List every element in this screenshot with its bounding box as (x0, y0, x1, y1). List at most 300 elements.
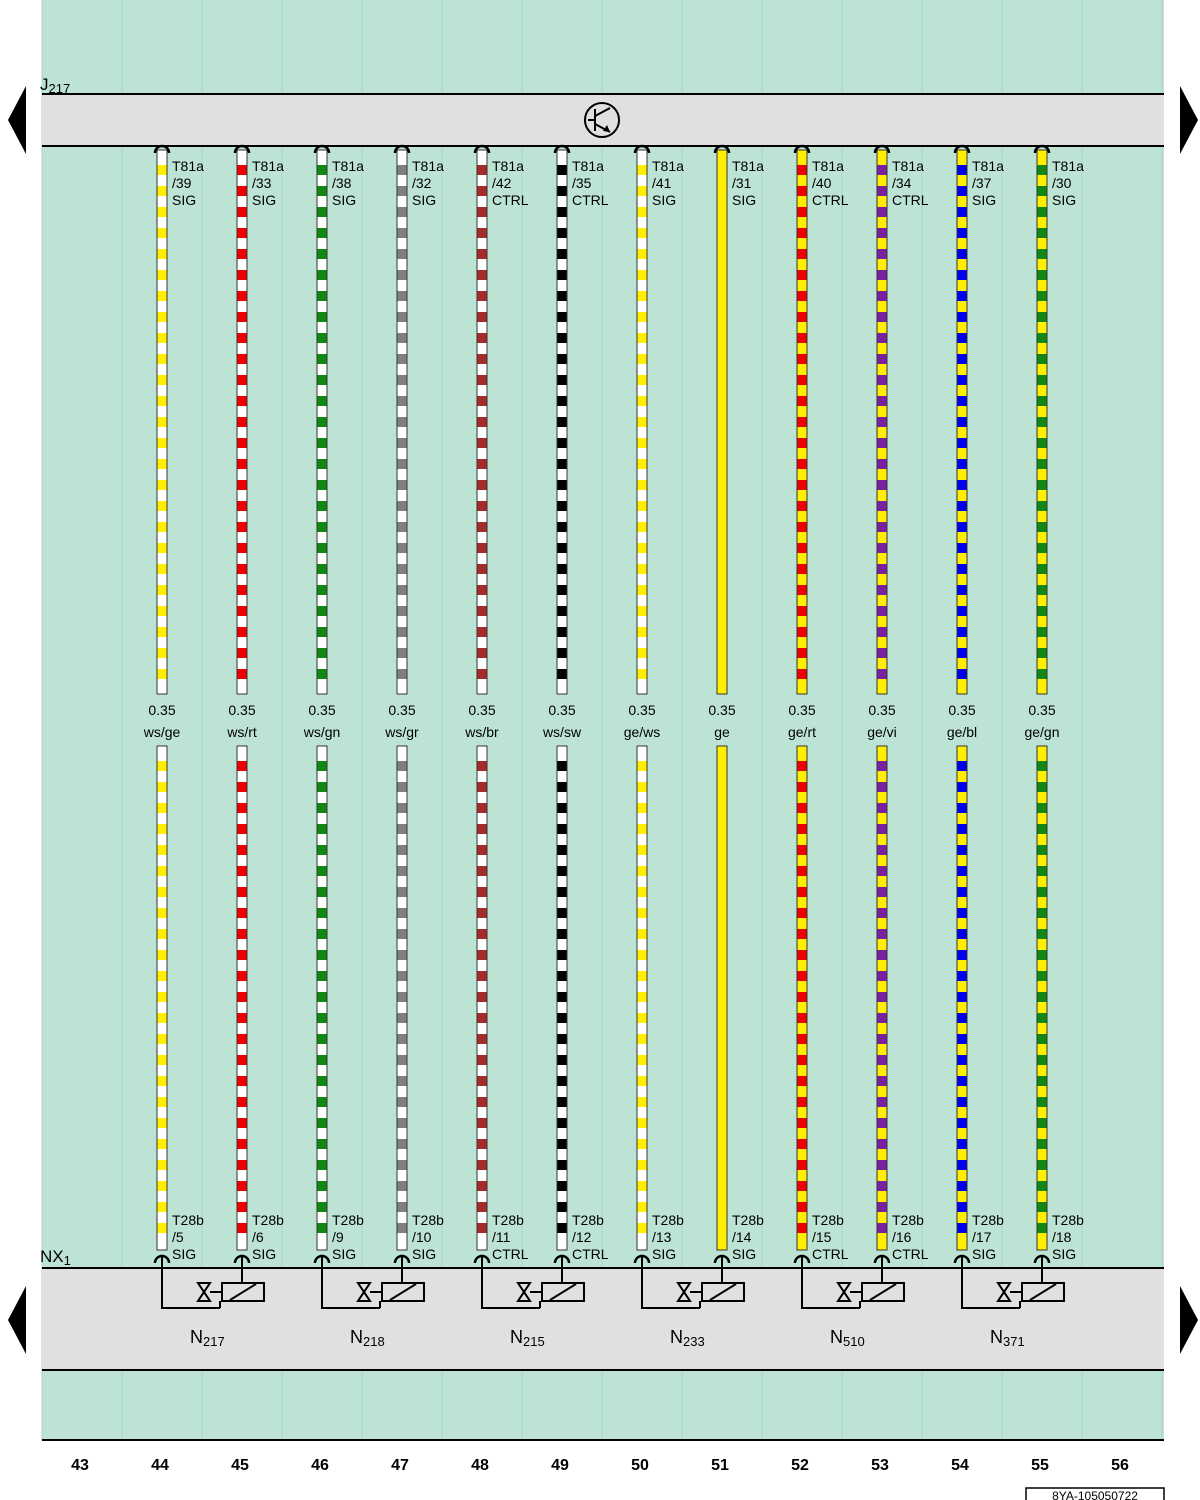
wire-stripe (878, 585, 887, 595)
wire-stripe (238, 866, 247, 876)
wire-stripe (798, 761, 807, 771)
top-pin-label: T81a (732, 158, 764, 174)
wire-stripe (798, 375, 807, 385)
wire-stripe (398, 1118, 407, 1128)
wire-stripe (398, 1223, 407, 1233)
wire-stripe (158, 354, 167, 364)
wire-stripe (478, 761, 487, 771)
wire-stripe (1038, 1055, 1047, 1065)
wire-stripe (798, 585, 807, 595)
wire-stripe (558, 459, 567, 469)
wire-stripe (158, 417, 167, 427)
wire-stripe (238, 165, 247, 175)
wire-stripe (1038, 375, 1047, 385)
column-number: 43 (71, 1457, 89, 1474)
wire-color-code: ge/ws (623, 724, 661, 740)
bottom-pin-label: CTRL (812, 1246, 849, 1262)
wire-stripe (958, 950, 967, 960)
wire-stripe (798, 312, 807, 322)
top-pin-label: T81a (412, 158, 444, 174)
wire-stripe (878, 1034, 887, 1044)
wire-stripe (158, 585, 167, 595)
bottom-pin-label: SIG (412, 1246, 437, 1262)
wire-stripe (478, 866, 487, 876)
bottom-pin-label: /16 (892, 1229, 912, 1245)
wire-stripe (558, 606, 567, 616)
wire-stripe (798, 606, 807, 616)
wire-stripe (558, 312, 567, 322)
wire-stripe (958, 971, 967, 981)
wire-stripe (558, 333, 567, 343)
wire-stripe (398, 585, 407, 595)
wire-stripe (1038, 501, 1047, 511)
bottom-pin-label: T28b (492, 1212, 524, 1228)
wire-stripe (158, 782, 167, 792)
wire-stripe (958, 396, 967, 406)
wire-stripe (158, 291, 167, 301)
wire-stripe (958, 908, 967, 918)
wire-stripe (238, 761, 247, 771)
wire-stripe (398, 1055, 407, 1065)
wire-gauge: 0.35 (628, 702, 656, 718)
wire-stripe (958, 270, 967, 280)
wire-stripe (478, 824, 487, 834)
wire-stripe (478, 1055, 487, 1065)
wire-stripe (238, 669, 247, 679)
wire-stripe (238, 1076, 247, 1086)
wire-stripe (958, 1139, 967, 1149)
wire-stripe (558, 1139, 567, 1149)
wire-stripe (878, 887, 887, 897)
wire-stripe (958, 585, 967, 595)
bottom-pin-label: /10 (412, 1229, 432, 1245)
bottom-pin-label: SIG (252, 1246, 277, 1262)
wire-stripe (798, 1202, 807, 1212)
wire-stripe (638, 648, 647, 658)
wire-stripe (638, 1181, 647, 1191)
wire-stripe (638, 866, 647, 876)
wire-stripe (798, 669, 807, 679)
top-pin-label: SIG (1052, 192, 1077, 208)
wire-color-code: ge/rt (787, 724, 817, 740)
wire-stripe (798, 1097, 807, 1107)
wire-stripe (1038, 270, 1047, 280)
wire-stripe (1038, 1076, 1047, 1086)
wire-stripe (558, 480, 567, 490)
wire-stripe (398, 950, 407, 960)
wire-stripe (558, 186, 567, 196)
top-pin-label: SIG (972, 192, 997, 208)
wire-stripe (158, 333, 167, 343)
wire-gauge: 0.35 (308, 702, 336, 718)
top-pin-label: CTRL (572, 192, 609, 208)
wire-stripe (478, 1139, 487, 1149)
wire-stripe (878, 270, 887, 280)
bottom-pin-label: SIG (652, 1246, 677, 1262)
wire-stripe (1038, 627, 1047, 637)
top-pin-label: T81a (572, 158, 604, 174)
wire-stripe (158, 1118, 167, 1128)
wire-stripe (238, 1118, 247, 1128)
wire-stripe (318, 207, 327, 217)
column-number: 52 (791, 1457, 809, 1474)
wire-stripe (1038, 1013, 1047, 1023)
wire-stripe (318, 165, 327, 175)
wire-stripe (638, 992, 647, 1002)
wire-stripe (558, 1202, 567, 1212)
column-number: 55 (1031, 1457, 1049, 1474)
wire-stripe (958, 1034, 967, 1044)
wire-stripe (798, 249, 807, 259)
bottom-pin-label: /13 (652, 1229, 672, 1245)
wire-stripe (238, 564, 247, 574)
wire-stripe (318, 908, 327, 918)
wire-stripe (638, 971, 647, 981)
wire-stripe (958, 207, 967, 217)
wire-stripe (238, 824, 247, 834)
wire-stripe (478, 333, 487, 343)
wire-stripe (638, 396, 647, 406)
wire-stripe (638, 1013, 647, 1023)
wire-stripe (958, 669, 967, 679)
wire-stripe (158, 1160, 167, 1170)
wire-stripe (398, 480, 407, 490)
wire-stripe (238, 908, 247, 918)
wire-stripe (398, 564, 407, 574)
valve-label: N233 (670, 1327, 705, 1349)
wire-stripe (158, 501, 167, 511)
valve-label: N217 (190, 1327, 225, 1349)
wire-stripe (238, 627, 247, 637)
wire-stripe (878, 522, 887, 532)
wire-stripe (958, 249, 967, 259)
top-pin-label: T81a (972, 158, 1004, 174)
wire-stripe (478, 165, 487, 175)
wire-stripe (318, 866, 327, 876)
wire-stripe (958, 929, 967, 939)
wire-stripe (1038, 354, 1047, 364)
wire-stripe (478, 627, 487, 637)
wire-stripe (958, 1076, 967, 1086)
wire-stripe (958, 1181, 967, 1191)
column-number: 46 (311, 1457, 329, 1474)
wire-stripe (878, 648, 887, 658)
wire-stripe (478, 375, 487, 385)
wire-stripe (238, 992, 247, 1002)
wire-stripe (318, 803, 327, 813)
top-pin-label: T81a (812, 158, 844, 174)
wire-stripe (558, 1076, 567, 1086)
wire-stripe (398, 270, 407, 280)
wire-stripe (958, 761, 967, 771)
wire-stripe (318, 971, 327, 981)
top-pin-label: T81a (252, 158, 284, 174)
wire-stripe (798, 971, 807, 981)
wire-stripe (878, 354, 887, 364)
wire-stripe (638, 312, 647, 322)
wire-stripe (878, 1076, 887, 1086)
wire-stripe (478, 950, 487, 960)
prev-page-arrow-bottom[interactable] (8, 1286, 26, 1354)
wire-stripe (238, 543, 247, 553)
wire-stripe (958, 803, 967, 813)
wire-stripe (398, 1013, 407, 1023)
wire-stripe (558, 1034, 567, 1044)
wire-stripe (318, 992, 327, 1002)
wire-stripe (798, 1181, 807, 1191)
wire-stripe (238, 438, 247, 448)
wire-stripe (398, 417, 407, 427)
wire-stripe (558, 1118, 567, 1128)
wire-gauge: 0.35 (548, 702, 576, 718)
wire-stripe (958, 417, 967, 427)
bottom-pin-label: T28b (812, 1212, 844, 1228)
wire-stripe (638, 803, 647, 813)
wire-stripe (1038, 207, 1047, 217)
wire-stripe (798, 929, 807, 939)
wire-stripe (238, 1034, 247, 1044)
wire-stripe (398, 543, 407, 553)
wire-stripe (1038, 1118, 1047, 1128)
bottom-pin-label: CTRL (892, 1246, 929, 1262)
control-unit-band (42, 94, 1164, 146)
wire-stripe (158, 1181, 167, 1191)
wire-stripe (878, 375, 887, 385)
wire-stripe (638, 480, 647, 490)
column-number: 51 (711, 1457, 729, 1474)
wire-stripe (1038, 1181, 1047, 1191)
wire-stripe (158, 270, 167, 280)
wire-stripe (238, 333, 247, 343)
wire-stripe (958, 648, 967, 658)
wire-stripe (398, 908, 407, 918)
wire-stripe (958, 1055, 967, 1065)
wire-stripe (398, 1097, 407, 1107)
connector-bottom-label: NX1 (40, 1247, 71, 1268)
wire-stripe (958, 627, 967, 637)
top-pin-label: T81a (892, 158, 924, 174)
wire-stripe (478, 1202, 487, 1212)
wire-stripe (878, 1139, 887, 1149)
wire-stripe (478, 417, 487, 427)
wire-stripe (878, 1181, 887, 1191)
wire-stripe (798, 1013, 807, 1023)
wire-stripe (1038, 249, 1047, 259)
next-page-arrow-bottom[interactable] (1180, 1286, 1198, 1354)
wire-stripe (638, 1202, 647, 1212)
wire-stripe (958, 887, 967, 897)
top-pin-label: /39 (172, 175, 192, 191)
wire-stripe (1038, 669, 1047, 679)
wire-stripe (958, 543, 967, 553)
column-number: 45 (231, 1457, 249, 1474)
wire-stripe (158, 761, 167, 771)
wire-stripe (558, 929, 567, 939)
wire-stripe (1038, 971, 1047, 981)
wire-stripe (318, 417, 327, 427)
wire-stripe (558, 564, 567, 574)
wire-stripe (318, 1223, 327, 1233)
wire-stripe (878, 438, 887, 448)
wire-stripe (798, 950, 807, 960)
wire-stripe (958, 501, 967, 511)
top-pin-label: SIG (412, 192, 437, 208)
wire-stripe (878, 824, 887, 834)
wire-stripe (958, 564, 967, 574)
wire-stripe (398, 228, 407, 238)
wire-stripe (478, 291, 487, 301)
wire-stripe (1038, 1097, 1047, 1107)
wire-stripe (398, 845, 407, 855)
bottom-pin-label: /15 (812, 1229, 832, 1245)
wire-stripe (798, 866, 807, 876)
wire-stripe (318, 543, 327, 553)
wire-stripe (478, 207, 487, 217)
top-pin-label: SIG (652, 192, 677, 208)
wire-stripe (238, 887, 247, 897)
wire-stripe (398, 761, 407, 771)
wire-stripe (318, 1076, 327, 1086)
wire-stripe (478, 459, 487, 469)
wire-stripe (638, 761, 647, 771)
wire-stripe (1038, 333, 1047, 343)
wire-color-code: ge/gn (1024, 724, 1060, 740)
wire-stripe (638, 564, 647, 574)
wire-stripe (1038, 480, 1047, 490)
wire-stripe (398, 396, 407, 406)
bottom-pin-label: /14 (732, 1229, 752, 1245)
wire-stripe (958, 522, 967, 532)
wire-stripe (1038, 887, 1047, 897)
wire-stripe (878, 1160, 887, 1170)
wire-stripe (398, 375, 407, 385)
wire-stripe (638, 459, 647, 469)
prev-page-arrow-top[interactable] (8, 86, 26, 154)
wire-stripe (158, 1139, 167, 1149)
wire-stripe (318, 480, 327, 490)
wire-stripe (398, 438, 407, 448)
wire-stripe (798, 291, 807, 301)
wire-stripe (398, 803, 407, 813)
wire-stripe (638, 929, 647, 939)
wire-stripe (478, 1160, 487, 1170)
wire-stripe (318, 606, 327, 616)
top-pin-label: T81a (652, 158, 684, 174)
wire-stripe (238, 1160, 247, 1170)
top-pin-label: SIG (252, 192, 277, 208)
wire-stripe (318, 1160, 327, 1170)
wire-stripe (238, 249, 247, 259)
wire-stripe (398, 824, 407, 834)
wire-stripe (158, 669, 167, 679)
wire-stripe (238, 480, 247, 490)
wire-stripe (318, 950, 327, 960)
wire-stripe (238, 354, 247, 364)
wire-stripe (1038, 992, 1047, 1002)
wire-stripe (878, 669, 887, 679)
wire-stripe (158, 1076, 167, 1086)
wire-stripe (638, 908, 647, 918)
wire-stripe (158, 228, 167, 238)
wire-stripe (238, 1055, 247, 1065)
wire-stripe (318, 761, 327, 771)
wire-stripe (878, 165, 887, 175)
wire-stripe (478, 803, 487, 813)
wire-stripe (318, 1055, 327, 1065)
wire-gauge: 0.35 (868, 702, 896, 718)
wire-stripe (958, 824, 967, 834)
wire-stripe (398, 1202, 407, 1212)
wire-stripe (798, 480, 807, 490)
wire-stripe (238, 782, 247, 792)
wire-stripe (558, 228, 567, 238)
column-number: 56 (1111, 1457, 1129, 1474)
wire-stripe (638, 1139, 647, 1149)
wire-stripe (398, 312, 407, 322)
wire-stripe (878, 501, 887, 511)
wire-stripe (318, 648, 327, 658)
bottom-pin-label: T28b (172, 1212, 204, 1228)
wire-stripe (1038, 438, 1047, 448)
wire-stripe (398, 606, 407, 616)
top-pin-label: SIG (172, 192, 197, 208)
wire-stripe (478, 1013, 487, 1023)
wire-stripe (1038, 866, 1047, 876)
wire-stripe (878, 396, 887, 406)
wire-stripe (958, 1118, 967, 1128)
wire-stripe (318, 1202, 327, 1212)
wire-stripe (398, 782, 407, 792)
wire-stripe (158, 396, 167, 406)
wire-stripe (958, 1097, 967, 1107)
wire-stripe (238, 1223, 247, 1233)
wire-gauge: 0.35 (788, 702, 816, 718)
wire-stripe (318, 782, 327, 792)
wire-stripe (478, 971, 487, 981)
wire-stripe (878, 312, 887, 322)
wire-stripe (318, 845, 327, 855)
wire-stripe (798, 782, 807, 792)
wire-stripe (398, 165, 407, 175)
wire-stripe (398, 887, 407, 897)
wire-stripe (558, 669, 567, 679)
wire-stripe (238, 606, 247, 616)
wire-stripe (318, 585, 327, 595)
wire-stripe (638, 1055, 647, 1065)
wire-gauge: 0.35 (1028, 702, 1056, 718)
wire-stripe (958, 1160, 967, 1170)
column-numbers (71, 1457, 1129, 1474)
bottom-pin-label: /6 (252, 1229, 264, 1245)
wire-stripe (318, 1013, 327, 1023)
wire-stripe (238, 375, 247, 385)
wire-stripe (1038, 564, 1047, 574)
wire-stripe (638, 887, 647, 897)
wire-stripe (158, 845, 167, 855)
wire-stripe (478, 186, 487, 196)
next-page-arrow-top[interactable] (1180, 86, 1198, 154)
wire-stripe (1038, 803, 1047, 813)
wire-stripe (558, 761, 567, 771)
top-pin-label: CTRL (812, 192, 849, 208)
wire-stripe (798, 1139, 807, 1149)
wire-stripe (478, 929, 487, 939)
wire-gauge: 0.35 (468, 702, 496, 718)
bottom-pin-label: SIG (332, 1246, 357, 1262)
wire-stripe (478, 1097, 487, 1107)
wire-stripe (558, 501, 567, 511)
wire-segment (717, 746, 727, 1250)
